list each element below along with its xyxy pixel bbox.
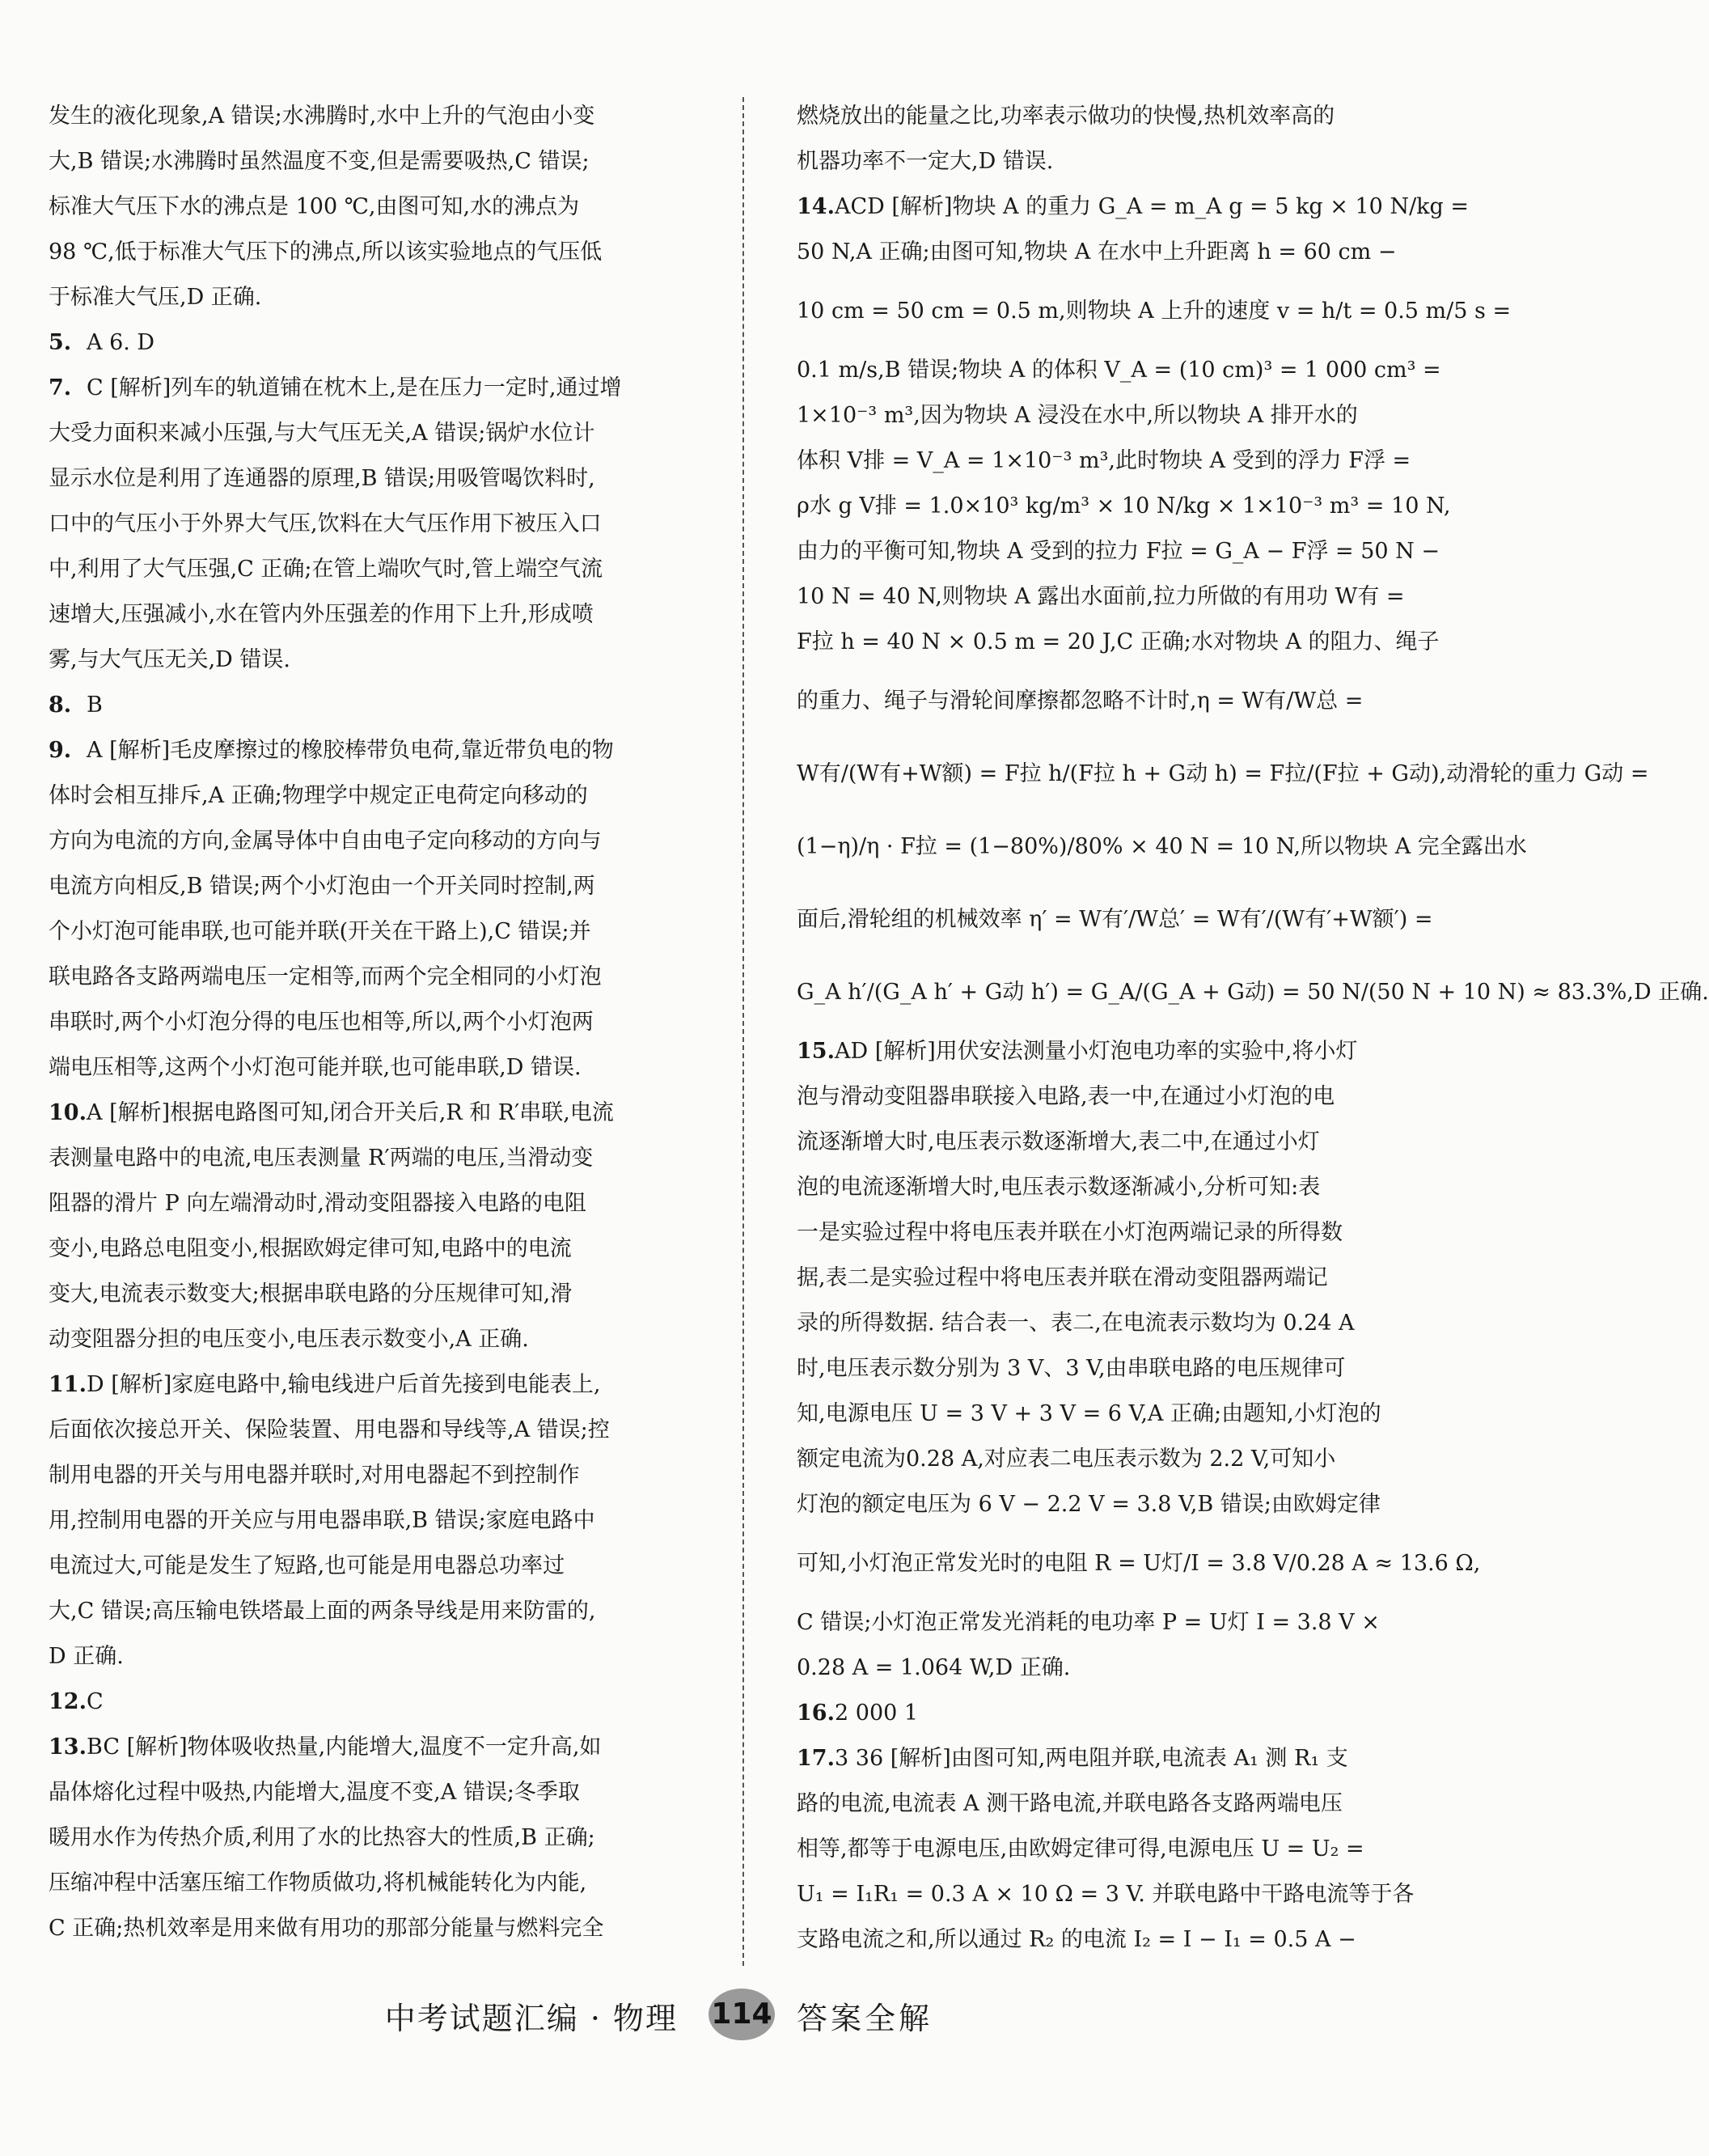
text-line (49, 773, 696, 819)
line-text: 标准大气压下水的沸点是 100 ℃,由图可知,水的沸点为 (49, 194, 580, 219)
line-text: C (87, 1689, 104, 1714)
line-text: 端电压相等,这两个小灯泡可能并联,也可能串联,D 错误. (49, 1055, 582, 1080)
question-number: 16. (797, 1701, 835, 1726)
line-text: 制用电器的开关与用电器并联时,对用电器起不到控制作 (49, 1463, 580, 1488)
text-line (49, 139, 696, 184)
text-line (49, 1362, 696, 1408)
text-line (49, 1861, 696, 1906)
line-text: A [解析]根据电路图可知,闭合开关后,R 和 R′串联,电流 (87, 1100, 614, 1125)
text-line (49, 1317, 696, 1362)
line-text: 体时会相互排斥,A 正确;物理学中规定正电荷定向移动的 (49, 783, 588, 808)
line-text: 发生的液化现象,A 错误;水沸腾时,水中上升的气泡由小变 (49, 104, 595, 129)
text-line (797, 1691, 1444, 1736)
text-line (797, 956, 1709, 1029)
question-number: 13. (49, 1735, 87, 1760)
line-text: 联电路各支路两端电压一定相等,而两个完全相同的小灯泡 (49, 964, 602, 989)
line-text: F拉 h = 40 N × 0.5 m = 20 J,C 正确;水对物块 A 的阻力、绳子 (797, 629, 1440, 654)
line-text: 据,表二是实验过程中将电压表并联在滑动变阻器两端记 (797, 1265, 1328, 1290)
text-line (49, 1679, 696, 1725)
question-number: 10. (49, 1100, 87, 1125)
text-line (49, 502, 696, 547)
line-text: 3 36 [解析]由图可知,两电阻并联,电流表 A₁ 测 R₁ 支 (835, 1746, 1348, 1771)
text-line (797, 738, 1649, 811)
text-line (49, 1589, 696, 1634)
line-text: 动变阻器分担的电压变小,电压表示数变小,A 正确. (49, 1327, 529, 1352)
text-line (49, 637, 696, 683)
line-text: (1−η)/η · F拉 = (1−80%)/80% × 40 N = 10 N,所以物块 A 完全露出水 (797, 834, 1527, 859)
line-text: 晶体熔化过程中吸热,内能增大,温度不变,A 错误;冬季取 (49, 1780, 580, 1805)
text-line (797, 811, 1527, 883)
text-line (797, 1346, 1444, 1391)
line-text: 电流方向相反,B 错误;两个小灯泡由一个开关同时控制,两 (49, 874, 595, 899)
line-text: 串联时,两个小灯泡分得的电压也相等,所以,两个小灯泡两 (49, 1010, 594, 1035)
text-line (797, 1482, 1444, 1527)
text-line (797, 1827, 1444, 1872)
text-line (49, 1272, 696, 1317)
line-text: 面后,滑轮组的机械效率 η′ = W有′/W总′ = W有′/(W有′+W额′) = (797, 907, 1433, 932)
text-line (49, 1226, 696, 1272)
line-text: 路的电流,电流表 A 测干路电流,并联电路各支路两端电压 (797, 1791, 1343, 1816)
text-line (797, 665, 1444, 738)
line-text: 电流过大,可能是发生了短路,也可能是用电器总功率过 (49, 1553, 565, 1578)
right-column (797, 94, 1709, 1963)
line-text: A 6. D (87, 330, 155, 355)
line-text: 暖用水作为传热介质,利用了水的比热容大的性质,B 正确; (49, 1825, 595, 1850)
text-line (49, 1544, 696, 1589)
line-text: 大,C 错误;高压输电铁塔最上面的两条导线是用来防雷的, (49, 1599, 596, 1624)
text-line (797, 1527, 1481, 1600)
line-text: C 错误;小灯泡正常发光消耗的电功率 P = U灯 I = 3.8 V × (797, 1610, 1380, 1635)
line-text: C 正确;热机效率是用来做有用功的那部分能量与燃料完全 (49, 1916, 604, 1941)
line-text: 知,电源电压 U = 3 V + 3 V = 6 V,A 正确;由题知,小灯泡的 (797, 1401, 1381, 1426)
line-text: 后面依次接总开关、保险装置、用电器和导线等,A 错误;控 (49, 1417, 610, 1442)
line-text: BC [解析]物体吸收热量,内能增大,温度不一定升高,如 (87, 1735, 602, 1760)
question-number: 9. (49, 738, 72, 763)
question-number: 15. (797, 1039, 835, 1064)
question-number: 11. (49, 1372, 87, 1397)
text-line (797, 1165, 1444, 1210)
text-line (49, 683, 696, 728)
line-text: 表测量电路中的电流,电压表测量 R′两端的电压,当滑动变 (49, 1146, 594, 1171)
text-line (49, 1181, 696, 1226)
line-text: 速增大,压强减小,水在管内外压强差的作用下上升,形成喷 (49, 602, 594, 627)
text-line (49, 1906, 696, 1951)
question-number: 14. (797, 194, 835, 219)
page-footer (0, 1976, 1547, 2065)
question-number: 7. (49, 375, 72, 400)
line-text: 燃烧放出的能量之比,功率表示做功的快慢,热机效率高的 (797, 104, 1335, 129)
text-line (49, 1045, 696, 1091)
text-line (797, 275, 1512, 348)
text-line (49, 1815, 696, 1861)
text-line (49, 819, 696, 864)
text-line (49, 1091, 696, 1136)
text-line (797, 484, 1451, 529)
line-text: 2 000 1 (835, 1701, 919, 1726)
text-line (797, 1120, 1444, 1165)
line-text: 流逐渐增大时,电压表示数逐渐增大,表二中,在通过小灯 (797, 1129, 1320, 1154)
text-line (797, 883, 1444, 956)
text-line (797, 1917, 1444, 1963)
text-line (797, 1781, 1444, 1827)
line-text: U₁ = I₁R₁ = 0.3 A × 10 Ω = 3 V. 并联电路中干路电流等于各 (797, 1882, 1415, 1907)
text-line (797, 393, 1444, 438)
footer-subtitle: 答案全解 (797, 2001, 933, 2036)
text-line (797, 139, 1444, 184)
line-text: 变小,电路总电阻变小,根据欧姆定律可知,电路中的电流 (49, 1236, 572, 1261)
text-line (797, 1210, 1444, 1256)
line-text: 大受力面积来减小压强,与大气压无关,A 错误;锅炉水位计 (49, 421, 595, 446)
line-text: 相等,都等于电源电压,由欧姆定律可得,电源电压 U = U₂ = (797, 1836, 1364, 1862)
line-text: 由力的平衡可知,物块 A 受到的拉力 F拉 = G_A − F浮 = 50 N − (797, 539, 1440, 564)
text-line (49, 909, 696, 955)
page-number-badge: 114 (709, 1989, 775, 2040)
line-text: 显示水位是利用了连通器的原理,B 错误;用吸管喝饮料时, (49, 466, 595, 491)
line-text: 的重力、绳子与滑轮间摩擦都忽略不计时,η = W有/W总 = (797, 688, 1364, 714)
line-text: A [解析]毛皮摩擦过的橡胶棒带负电荷,靠近带负电的物 (87, 738, 614, 763)
line-text: 阻器的滑片 P 向左端滑动时,滑动变阻器接入电路的电阻 (49, 1191, 586, 1216)
line-text: AD [解析]用伏安法测量小灯泡电功率的实验中,将小灯 (835, 1039, 1358, 1064)
text-line (797, 1391, 1444, 1437)
text-line (49, 1634, 696, 1679)
line-text: 98 ℃,低于标准大气压下的沸点,所以该实验地点的气压低 (49, 239, 603, 265)
footer-title: 中考试题汇编 · 物理 (384, 2001, 678, 2036)
line-text: 可知,小灯泡正常发光时的电阻 R = U灯/I = 3.8 V/0.28 A ≈ 13.6 Ω, (797, 1551, 1481, 1576)
text-line (797, 1872, 1444, 1917)
line-text: 0.1 m/s,B 错误;物块 A 的体积 V_A = (10 cm)³ = 1 000 cm³ = (797, 358, 1441, 383)
line-text: 方向为电流的方向,金属导体中自由电子定向移动的方向与 (49, 828, 602, 854)
line-text: ACD [解析]物块 A 的重力 G_A = m_A g = 5 kg × 10 N/kg = (835, 194, 1470, 219)
line-text: D 正确. (49, 1644, 124, 1669)
text-line (797, 1074, 1444, 1120)
line-text: 泡与滑动变阻器串联接入电路,表一中,在通过小灯泡的电 (797, 1084, 1335, 1109)
text-line (49, 547, 696, 592)
text-line (797, 1437, 1444, 1482)
line-text: 10 cm = 50 cm = 0.5 m,则物块 A 上升的速度 v = h/t = 0.5 m/5 s = (797, 299, 1512, 324)
line-text: 支路电流之和,所以通过 R₂ 的电流 I₂ = I − I₁ = 0.5 A − (797, 1927, 1356, 1952)
text-line (797, 348, 1444, 393)
text-line (49, 955, 696, 1000)
line-text: G_A h′/(G_A h′ + G动 h′) = G_A/(G_A + G动) = 50 N/(50 N + 10 N) ≈ 83.3%,D 正确. (797, 980, 1709, 1005)
text-line (797, 438, 1444, 484)
text-line (49, 1000, 696, 1045)
line-text: 大,B 错误;水沸腾时虽然温度不变,但是需要吸热,C 错误; (49, 149, 590, 174)
text-line (49, 864, 696, 909)
line-text: W有/(W有+W额) = F拉 h/(F拉 h + G动 h) = F拉/(F拉 + G动),动滑轮的重力 G动 = (797, 761, 1649, 786)
text-line (49, 230, 696, 275)
line-text: 0.28 A = 1.064 W,D 正确. (797, 1655, 1071, 1680)
question-number: 5. (49, 330, 72, 355)
line-text: 口中的气压小于外界大气压,饮料在大气压作用下被压入口 (49, 511, 602, 536)
text-line (49, 184, 696, 230)
text-line (797, 1736, 1444, 1781)
text-line (49, 1408, 696, 1453)
line-text: 于标准大气压,D 正确. (49, 285, 262, 310)
text-line (49, 1498, 696, 1544)
text-line (797, 574, 1444, 620)
text-line (797, 1600, 1444, 1646)
line-text: 50 N,A 正确;由图可知,物块 A 在水中上升距离 h = 60 cm − (797, 239, 1397, 265)
question-number: 12. (49, 1689, 87, 1714)
text-line (797, 1301, 1444, 1346)
line-text: 泡的电流逐渐增大时,电压表示数逐渐减小,分析可知:表 (797, 1175, 1321, 1200)
text-line (797, 1029, 1444, 1074)
text-line (797, 1646, 1444, 1691)
text-line (49, 275, 696, 320)
line-text: 机器功率不一定大,D 错误. (797, 149, 1054, 174)
question-number: 8. (49, 693, 72, 718)
line-text: 录的所得数据. 结合表一、表二,在电流表示数均为 0.24 A (797, 1311, 1355, 1336)
text-line (49, 456, 696, 502)
text-line (49, 1725, 696, 1770)
text-line (797, 230, 1444, 275)
line-text: D [解析]家庭电路中,输电线进户后首先接到电能表上, (87, 1372, 601, 1397)
line-text: 压缩冲程中活塞压缩工作物质做功,将机械能转化为内能, (49, 1870, 587, 1896)
line-text: 用,控制用电器的开关应与用电器串联,B 错误;家庭电路中 (49, 1508, 595, 1533)
text-line (49, 94, 696, 139)
text-line (49, 1136, 696, 1181)
line-text: ρ水 g V排 = 1.0×10³ kg/m³ × 10 N/kg × 1×10⁻³ m³ = 10 N, (797, 493, 1451, 519)
text-line (49, 1770, 696, 1815)
text-line (797, 184, 1470, 230)
text-line (49, 411, 696, 456)
text-line (49, 1453, 696, 1498)
text-line (49, 320, 696, 366)
text-line (797, 94, 1444, 139)
text-line (49, 728, 696, 773)
text-line (49, 366, 696, 411)
text-line (797, 1256, 1444, 1301)
text-line (797, 529, 1444, 574)
line-text: 10 N = 40 N,则物块 A 露出水面前,拉力所做的有用功 W有 = (797, 584, 1405, 609)
line-text: 额定电流为0.28 A,对应表二电压表示数为 2.2 V,可知小 (797, 1447, 1336, 1472)
line-text: 体积 V排 = V_A = 1×10⁻³ m³,此时物块 A 受到的浮力 F浮 = (797, 448, 1411, 473)
line-text: 中,利用了大气压强,C 正确;在管上端吹气时,管上端空气流 (49, 557, 603, 582)
left-column (49, 94, 696, 1951)
line-text: 雾,与大气压无关,D 错误. (49, 647, 290, 672)
line-text: 时,电压表示数分别为 3 V、3 V,由串联电路的电压规律可 (797, 1356, 1346, 1381)
line-text: B (87, 693, 103, 718)
line-text: 1×10⁻³ m³,因为物块 A 浸没在水中,所以物块 A 排开水的 (797, 403, 1358, 428)
text-line (797, 620, 1444, 665)
line-text: 灯泡的额定电压为 6 V − 2.2 V = 3.8 V,B 错误;由欧姆定律 (797, 1492, 1381, 1517)
text-line (49, 592, 696, 637)
line-text: 一是实验过程中将电压表并联在小灯泡两端记录的所得数 (797, 1220, 1343, 1245)
line-text: C [解析]列车的轨道铺在枕木上,是在压力一定时,通过增 (87, 375, 622, 400)
column-divider (742, 97, 744, 1966)
question-number: 17. (797, 1746, 835, 1771)
line-text: 变大,电流表示数变大;根据串联电路的分压规律可知,滑 (49, 1281, 573, 1307)
line-text: 个小灯泡可能串联,也可能并联(开关在干路上),C 错误;并 (49, 919, 591, 944)
